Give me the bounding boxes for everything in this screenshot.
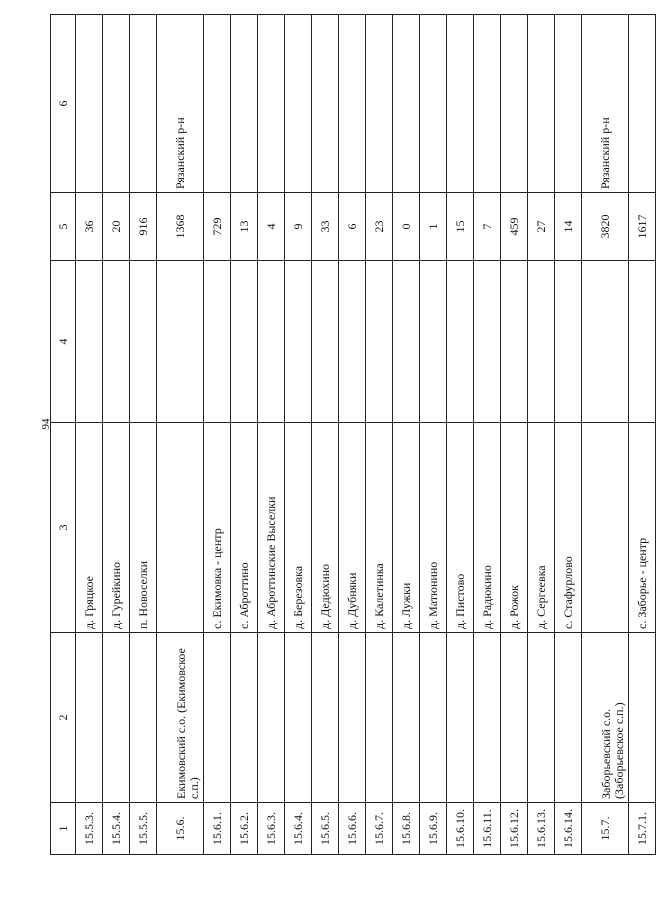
municipality-cell bbox=[366, 633, 393, 803]
settlement-cell: д. Радюкино bbox=[474, 423, 501, 633]
population-cell: 4 bbox=[258, 193, 285, 261]
row-number-cell: 15.5.4. bbox=[103, 803, 130, 855]
settlement-cell: д. Калетинка bbox=[366, 423, 393, 633]
table-row bbox=[582, 15, 629, 855]
column-4-cell bbox=[447, 261, 474, 423]
population-cell: 916 bbox=[130, 193, 157, 261]
row-number-cell: 15.7.1. bbox=[629, 803, 656, 855]
header-cell: 1 bbox=[51, 803, 76, 855]
population-cell: 36 bbox=[76, 193, 103, 261]
district-cell bbox=[231, 15, 258, 193]
table-row bbox=[366, 15, 393, 855]
district-cell bbox=[629, 15, 656, 193]
column-4-cell bbox=[258, 261, 285, 423]
population-cell: 1 bbox=[420, 193, 447, 261]
row-number-cell: 15.7. bbox=[582, 803, 629, 855]
district-cell bbox=[528, 15, 555, 193]
municipality-cell bbox=[629, 633, 656, 803]
settlement-cell: д. Лужки bbox=[393, 423, 420, 633]
column-4-cell bbox=[103, 261, 130, 423]
column-4-cell bbox=[204, 261, 231, 423]
district-cell bbox=[501, 15, 528, 193]
table-row bbox=[420, 15, 447, 855]
column-4-cell bbox=[582, 261, 629, 423]
row-number-cell: 15.5.5. bbox=[130, 803, 157, 855]
table-row bbox=[393, 15, 420, 855]
page-number: 94 bbox=[40, 418, 52, 430]
table-row bbox=[285, 15, 312, 855]
municipality-cell bbox=[528, 633, 555, 803]
column-4-cell bbox=[420, 261, 447, 423]
row-number-cell: 15.6.7. bbox=[366, 803, 393, 855]
settlement-cell bbox=[582, 423, 629, 633]
settlement-cell: д. Аброттинские Выселки bbox=[258, 423, 285, 633]
column-4-cell bbox=[555, 261, 582, 423]
population-cell: 0 bbox=[393, 193, 420, 261]
column-4-cell bbox=[285, 261, 312, 423]
municipality-cell: Заборьевский с.о. (Заборьевское с.п.) bbox=[582, 633, 629, 803]
row-number-cell: 15.6.12. bbox=[501, 803, 528, 855]
column-4-cell bbox=[339, 261, 366, 423]
row-number-cell: 15.6.8. bbox=[393, 803, 420, 855]
settlement-cell: д. Гряцкое bbox=[76, 423, 103, 633]
population-cell: 27 bbox=[528, 193, 555, 261]
column-4-cell bbox=[474, 261, 501, 423]
settlement-cell: с. Заборье - центр bbox=[629, 423, 656, 633]
table-row bbox=[231, 15, 258, 855]
settlement-cell: с. Екимовка - центр bbox=[204, 423, 231, 633]
settlement-cell: д. Рожок bbox=[501, 423, 528, 633]
district-cell bbox=[366, 15, 393, 193]
settlement-cell: с. Стафурлово bbox=[555, 423, 582, 633]
header-cell: 5 bbox=[51, 193, 76, 261]
column-4-cell bbox=[312, 261, 339, 423]
row-number-cell: 15.6. bbox=[157, 803, 204, 855]
district-cell bbox=[339, 15, 366, 193]
table-row bbox=[555, 15, 582, 855]
municipality-cell bbox=[231, 633, 258, 803]
header-cell: 3 bbox=[51, 423, 76, 633]
district-cell bbox=[204, 15, 231, 193]
rotated-table-container bbox=[50, 15, 649, 855]
district-cell bbox=[76, 15, 103, 193]
district-cell bbox=[103, 15, 130, 193]
column-4-cell bbox=[393, 261, 420, 423]
district-cell bbox=[555, 15, 582, 193]
municipality-cell: Екимовский с.о. (Екимовское с.п.) bbox=[157, 633, 204, 803]
table-row bbox=[339, 15, 366, 855]
population-cell: 3820 bbox=[582, 193, 629, 261]
municipality-cell bbox=[312, 633, 339, 803]
district-cell bbox=[474, 15, 501, 193]
population-cell: 459 bbox=[501, 193, 528, 261]
population-cell: 1368 bbox=[157, 193, 204, 261]
population-cell: 6 bbox=[339, 193, 366, 261]
row-number-cell: 15.6.6. bbox=[339, 803, 366, 855]
table-row bbox=[130, 15, 157, 855]
municipality-cell bbox=[339, 633, 366, 803]
population-cell: 23 bbox=[366, 193, 393, 261]
row-number-cell: 15.5.3. bbox=[76, 803, 103, 855]
settlement-cell: д. Дубняки bbox=[339, 423, 366, 633]
row-number-cell: 15.6.3. bbox=[258, 803, 285, 855]
table-row bbox=[447, 15, 474, 855]
district-cell bbox=[285, 15, 312, 193]
settlements-table bbox=[50, 14, 656, 855]
header-cell: 4 bbox=[51, 261, 76, 423]
table-row bbox=[629, 15, 656, 855]
header-cell: 2 bbox=[51, 633, 76, 803]
municipality-cell bbox=[447, 633, 474, 803]
district-cell: Рязанский р-н bbox=[582, 15, 629, 193]
row-number-cell: 15.6.9. bbox=[420, 803, 447, 855]
municipality-cell bbox=[258, 633, 285, 803]
population-cell: 15 bbox=[447, 193, 474, 261]
settlement-cell: д. Гурейкино bbox=[103, 423, 130, 633]
municipality-cell bbox=[501, 633, 528, 803]
table-row bbox=[204, 15, 231, 855]
district-cell bbox=[420, 15, 447, 193]
table-body bbox=[76, 15, 656, 855]
settlement-cell: д. Сергеевка bbox=[528, 423, 555, 633]
municipality-cell bbox=[285, 633, 312, 803]
table-row bbox=[258, 15, 285, 855]
row-number-cell: 15.6.14. bbox=[555, 803, 582, 855]
column-4-cell bbox=[76, 261, 103, 423]
column-4-cell bbox=[366, 261, 393, 423]
settlement-cell: д. Дедюхино bbox=[312, 423, 339, 633]
settlement-cell: д. Березовка bbox=[285, 423, 312, 633]
column-4-cell bbox=[629, 261, 656, 423]
header-cell: 6 bbox=[51, 15, 76, 193]
municipality-cell bbox=[204, 633, 231, 803]
column-4-cell bbox=[157, 261, 204, 423]
district-cell: Рязанский р-н bbox=[157, 15, 204, 193]
settlement-cell bbox=[157, 423, 204, 633]
district-cell bbox=[393, 15, 420, 193]
settlement-cell: п. Новоселки bbox=[130, 423, 157, 633]
population-cell: 1617 bbox=[629, 193, 656, 261]
population-cell: 7 bbox=[474, 193, 501, 261]
table-row bbox=[528, 15, 555, 855]
population-cell: 20 bbox=[103, 193, 130, 261]
row-number-cell: 15.6.4. bbox=[285, 803, 312, 855]
district-cell bbox=[130, 15, 157, 193]
table-row bbox=[501, 15, 528, 855]
row-number-cell: 15.6.5. bbox=[312, 803, 339, 855]
table-row bbox=[474, 15, 501, 855]
settlement-cell: д. Пистово bbox=[447, 423, 474, 633]
municipality-cell bbox=[474, 633, 501, 803]
municipality-cell bbox=[393, 633, 420, 803]
table-row bbox=[76, 15, 103, 855]
table-row bbox=[157, 15, 204, 855]
row-number-cell: 15.6.2. bbox=[231, 803, 258, 855]
municipality-cell bbox=[555, 633, 582, 803]
row-number-cell: 15.6.10. bbox=[447, 803, 474, 855]
municipality-cell bbox=[130, 633, 157, 803]
column-4-cell bbox=[231, 261, 258, 423]
population-cell: 13 bbox=[231, 193, 258, 261]
municipality-cell bbox=[420, 633, 447, 803]
municipality-cell bbox=[76, 633, 103, 803]
column-4-cell bbox=[528, 261, 555, 423]
population-cell: 729 bbox=[204, 193, 231, 261]
table-row bbox=[103, 15, 130, 855]
district-cell bbox=[312, 15, 339, 193]
settlement-cell: д. Матюнино bbox=[420, 423, 447, 633]
district-cell bbox=[258, 15, 285, 193]
table-header-row bbox=[51, 15, 76, 855]
row-number-cell: 15.6.11. bbox=[474, 803, 501, 855]
row-number-cell: 15.6.1. bbox=[204, 803, 231, 855]
column-4-cell bbox=[130, 261, 157, 423]
population-cell: 33 bbox=[312, 193, 339, 261]
district-cell bbox=[447, 15, 474, 193]
municipality-cell bbox=[103, 633, 130, 803]
population-cell: 9 bbox=[285, 193, 312, 261]
table-row bbox=[312, 15, 339, 855]
population-cell: 14 bbox=[555, 193, 582, 261]
row-number-cell: 15.6.13. bbox=[528, 803, 555, 855]
column-4-cell bbox=[501, 261, 528, 423]
settlement-cell: с. Аброттино bbox=[231, 423, 258, 633]
